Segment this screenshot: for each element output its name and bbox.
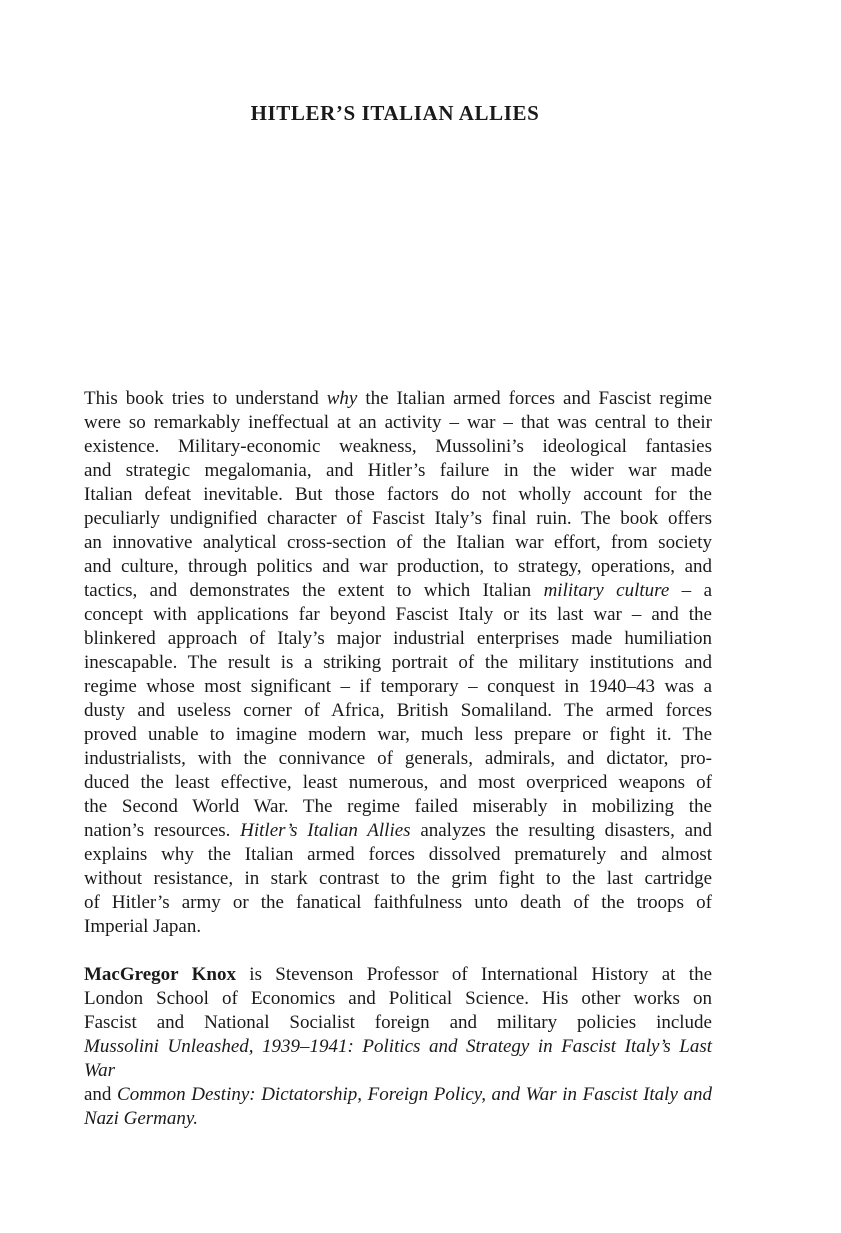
text-line	[84, 771, 712, 795]
book-description	[84, 387, 712, 939]
bold-text: MacGregor Knox	[84, 964, 236, 985]
text-segment: nation’s resources.	[84, 820, 241, 841]
text-segment: concept with applications far beyond Fascist Italy or its last war – and the	[84, 604, 712, 625]
text-line	[84, 843, 712, 867]
text-segment: explains why the Italian armed forces dissolved prematurely and almost	[84, 844, 712, 865]
italic-text: military culture	[543, 580, 670, 601]
text-segment: peculiarly undignified character of Fascist Italy’s final ruin. The book offers	[84, 508, 712, 529]
text-line	[84, 987, 712, 1011]
text-segment: analyzes the resulting disasters, and	[410, 820, 713, 841]
text-segment: an innovative analytical cross-section of the Italian war effort, from society	[84, 532, 712, 553]
italic-text: Mussolini Unleashed, 1939–1941: Politics and Strategy in Fascist Italy’s Last War	[84, 1036, 712, 1081]
text-segment: without resistance, in stark contrast to the grim fight to the last cartridge	[84, 868, 712, 889]
text-segment: tactics, and demonstrates the extent to which Italian	[84, 580, 544, 601]
italic-text: Hitler’s Italian Allies	[240, 820, 411, 841]
text-line	[84, 579, 712, 603]
text-line	[84, 483, 712, 507]
text-line	[84, 1107, 712, 1131]
text-line	[84, 867, 712, 891]
text-segment: London School of Economics and Political Science. His other works on	[84, 988, 712, 1009]
text-line	[84, 387, 712, 411]
text-segment: blinkered approach of Italy’s major industrial enterprises made humiliation	[84, 628, 712, 649]
text-line	[84, 603, 712, 627]
text-line	[84, 651, 712, 675]
text-segment: Fascist and National Socialist foreign and military policies include	[84, 1012, 712, 1033]
text-line	[84, 1083, 712, 1107]
text-segment: regime whose most significant – if temporary – conquest in 1940–43 was a	[84, 676, 712, 697]
text-segment: and strategic megalomania, and Hitler’s failure in the wider war made	[84, 460, 712, 481]
text-line	[84, 699, 712, 723]
italic-text: why	[326, 388, 358, 409]
text-line	[84, 723, 712, 747]
text-segment: Imperial Japan.	[84, 916, 202, 937]
text-segment: – a	[669, 580, 713, 601]
text-segment: were so remarkably ineffectual at an activity – war – that was central to their	[84, 412, 712, 433]
text-line	[84, 747, 712, 771]
text-line	[84, 795, 712, 819]
text-line	[84, 1035, 712, 1083]
text-segment: industrialists, with the connivance of generals, admirals, and dictator, pro-	[84, 748, 712, 769]
italic-text: Common Destiny: Dictatorship, Foreign Policy, and War in Fascist Italy and	[117, 1084, 712, 1105]
text-segment: inescapable. The result is a striking portrait of the military institutions and	[84, 652, 712, 673]
text-line	[84, 411, 712, 435]
text-line	[84, 507, 712, 531]
text-line	[84, 459, 712, 483]
text-line	[84, 555, 712, 579]
text-segment: the Italian armed forces and Fascist regime	[357, 388, 712, 409]
text-line	[84, 891, 712, 915]
text-line	[84, 819, 712, 843]
text-line	[84, 531, 712, 555]
text-line	[84, 435, 712, 459]
text-segment: Italian defeat inevitable. But those factors do not wholly account for the	[84, 484, 712, 505]
text-segment: proved unable to imagine modern war, much less prepare or fight it. The	[84, 724, 712, 745]
text-line	[84, 1011, 712, 1035]
text-segment: and	[84, 1084, 118, 1105]
italic-text: Nazi Germany.	[84, 1108, 198, 1129]
author-bio	[84, 963, 712, 1131]
text-line	[84, 675, 712, 699]
text-segment: duced the least effective, least numerous, and most overpriced weapons of	[84, 772, 712, 793]
text-line	[84, 963, 712, 987]
text-segment: of Hitler’s army or the fanatical faithfulness unto death of the troops of	[84, 892, 712, 913]
text-segment: This book tries to understand	[84, 388, 327, 409]
text-segment: dusty and useless corner of Africa, British Somaliland. The armed forces	[84, 700, 712, 721]
text-segment: is Stevenson Professor of International History at the	[235, 964, 713, 985]
text-line	[84, 915, 712, 939]
page-title: HITLER’S ITALIAN ALLIES	[250, 101, 540, 125]
text-line	[84, 627, 712, 651]
page-body	[84, 387, 712, 1131]
text-segment: the Second World War. The regime failed miserably in mobilizing the	[84, 796, 712, 817]
text-segment: and culture, through politics and war production, to strategy, operations, and	[84, 556, 712, 577]
text-segment: existence. Military-economic weakness, Mussolini’s ideological fantasies	[84, 436, 712, 457]
